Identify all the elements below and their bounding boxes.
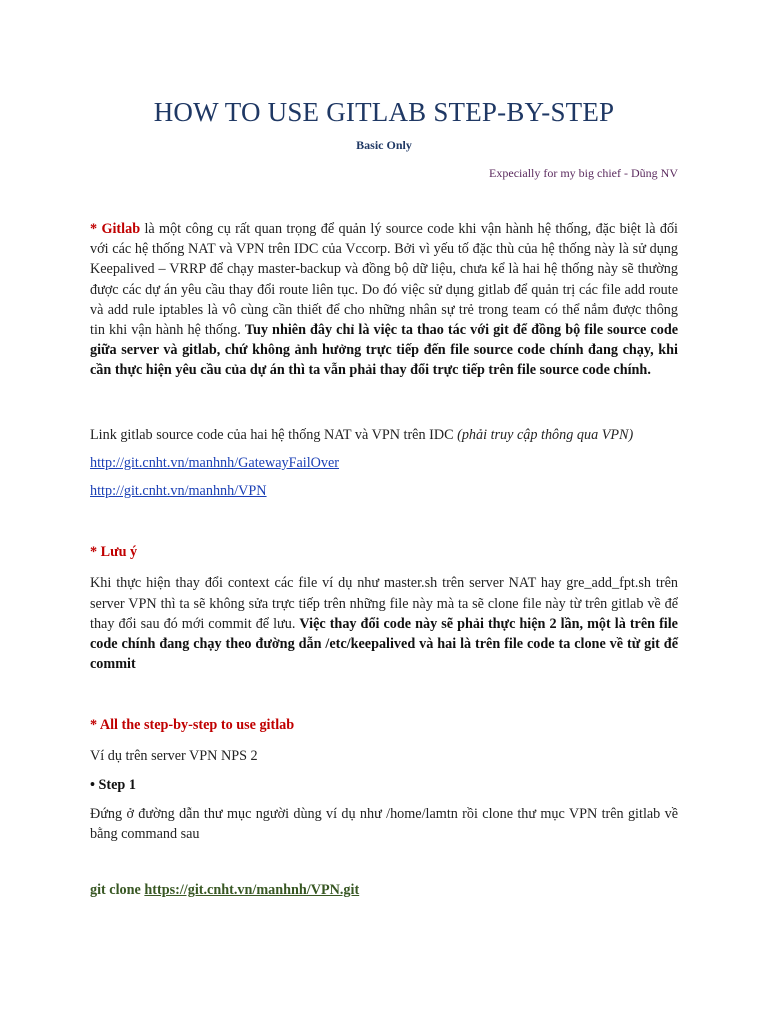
note-paragraph xyxy=(90,573,678,674)
git-clone-command xyxy=(90,880,678,900)
steps-example: Ví dụ trên server VPN NPS 2 xyxy=(90,747,258,764)
link-line-2 xyxy=(90,481,678,501)
command-prefix: git clone xyxy=(90,882,145,899)
intro-text: là một công cụ rất quan trọng để quản lý source code khi vận hành hệ thống, đặc biệt là đối với các hệ thống NAT và VPN trên IDC của Vccorp. Bởi vì yếu tố đặc thù của hệ thống này là sử dụng Keepalived – VRRP để chạy master-backup và đồng bộ dữ liệu, chưa kể là hai hệ thống này sẽ thường được các dự án yêu cầu thay đổi route liên tục. Do đó việc sử dụng gitlab để quản trị các file add route và add rule iptables là vô cùng cần thiết để cho những nhân sự trẻ trong team có thể nắm được thông tin khi vận hành hệ thống. xyxy=(90,221,678,339)
steps-heading: * All the step-by-step to use gitlab xyxy=(90,717,295,734)
note-bold-text: Việc thay đổi code này sẽ phải thực hiện 2 lần, một là trên file code chính đang chạy theo đường dẫn /etc/keepalived và hai là trên file code ta clone về từ git để commit xyxy=(90,615,678,673)
gateway-failover-link[interactable]: http://git.cnht.vn/manhnh/GatewayFailOver xyxy=(90,454,340,471)
command-url-link[interactable]: https://git.cnht.vn/manhnh/VPN.git xyxy=(144,882,360,899)
link-line-1 xyxy=(90,453,678,473)
document-subtitle: Basic Only xyxy=(356,138,412,152)
dedication-line: Expecially for my big chief - Dũng NV xyxy=(489,166,678,180)
note-heading: * Lưu ý xyxy=(90,544,138,561)
note-text: Khi thực hiện thay đổi context các file ví dụ như master.sh trên server NAT hay gre_add_fpt.sh trên server VPN thì ta sẽ không sửa trực tiếp trên những file này mà ta sẽ clone file này từ trên gitlab về để thay đổi sau đó mới commit để lưu. xyxy=(90,575,678,632)
step-1-label: • Step 1 xyxy=(90,776,136,793)
vpn-repo-link[interactable]: http://git.cnht.vn/manhnh/VPN xyxy=(90,483,267,500)
intro-marker: * Gitlab xyxy=(90,221,141,237)
step-1-text: Đứng ở đường dẫn thư mục người dùng ví dụ như /home/lamtn rồi clone thư mục VPN trên gitlab về bằng command sau xyxy=(90,806,678,843)
links-intro-text: Link gitlab source code của hai hệ thống NAT và VPN trên IDC xyxy=(90,426,458,443)
document-title: HOW TO USE GITLAB STEP-BY-STEP xyxy=(153,97,615,127)
intro-paragraph xyxy=(90,219,678,381)
links-italic-note: (phải truy cập thông qua VPN) xyxy=(457,426,634,443)
links-intro xyxy=(90,425,678,445)
intro-bold-text: Tuy nhiên đây chỉ là việc ta thao tác với git để đồng bộ file source code giữa server và gitlab, chứ không ảnh hưởng trực tiếp đến file source code chính đang chạy, khi cần thực hiện yêu cầu của dự án thì ta vẫn phải thay đổi trực tiếp trên file source code chính. xyxy=(90,322,679,379)
